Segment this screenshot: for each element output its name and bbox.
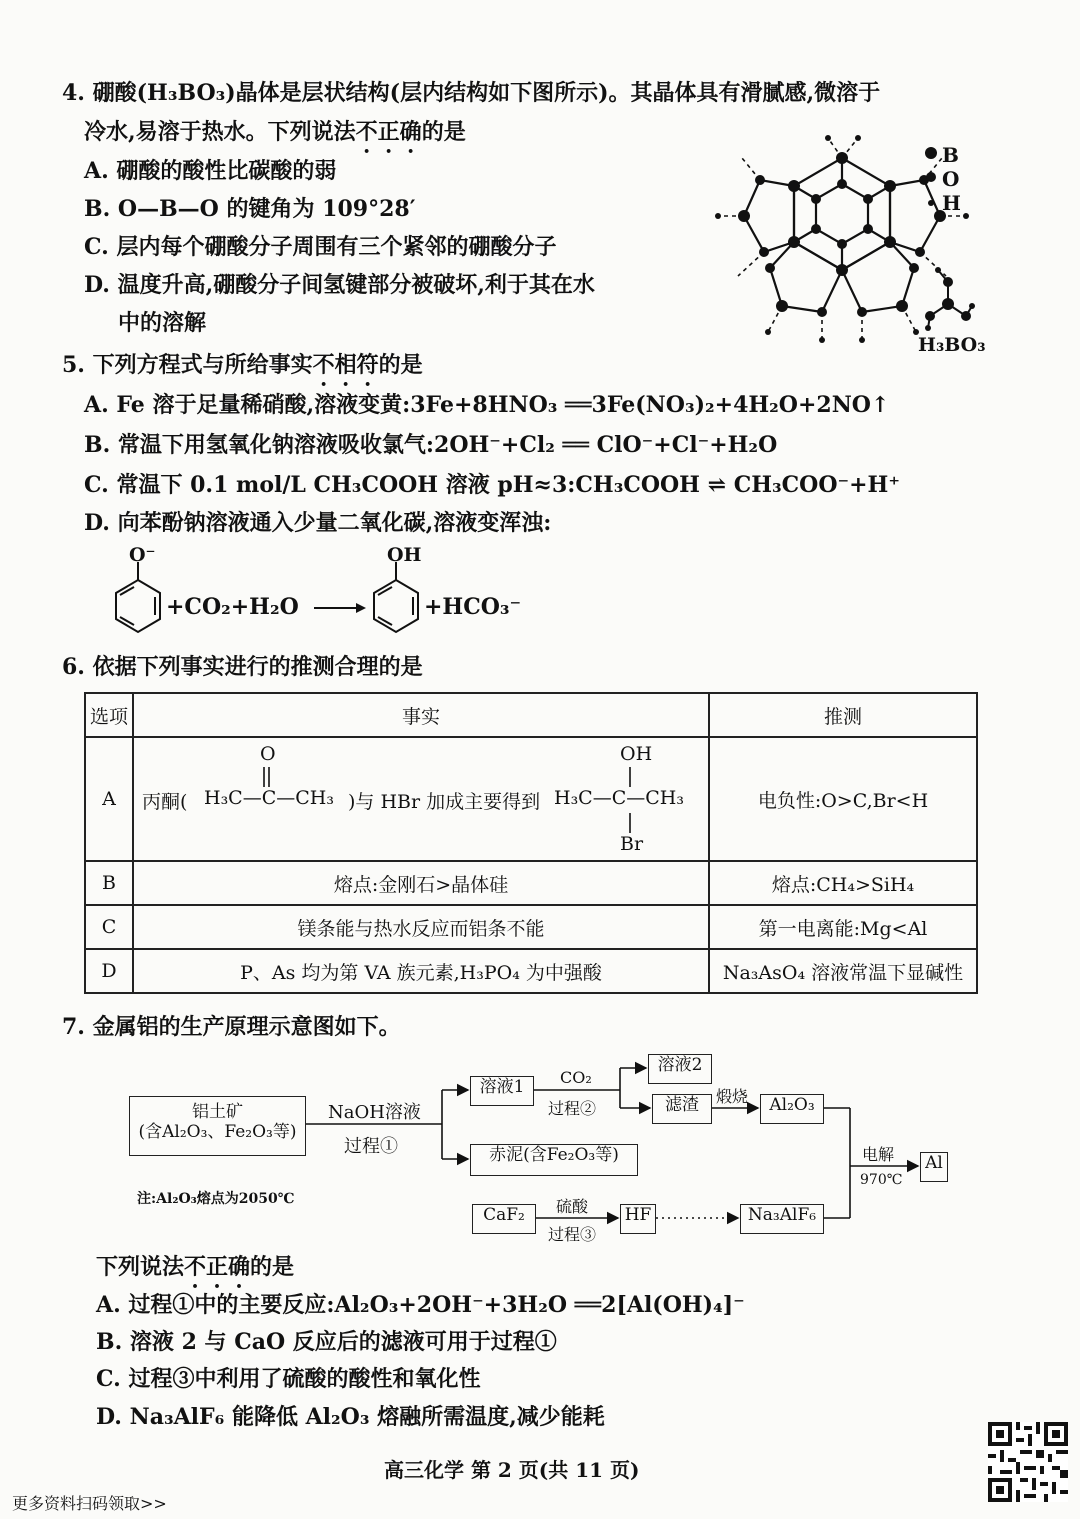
phenol-substituent: OH xyxy=(387,544,422,566)
addition-product-formula: H₃C—C—CH₃ xyxy=(554,787,684,809)
q5-option-c: C. 常温下 0.1 mol/L CH₃COOH 溶液 pH≈3:CH₃COOH ⇌ CH₃COO⁻+H⁺ xyxy=(84,472,900,498)
row-b-fact: 熔点:金刚石>晶体硅 xyxy=(133,861,709,905)
q6-facts-table xyxy=(84,692,978,994)
q4-stem-text-a: 冷水,易溶于热水。下列说法 xyxy=(84,119,356,145)
product-hydroxyl: OH xyxy=(620,743,653,765)
alumina-label: Al₂O₃ xyxy=(769,1095,815,1115)
product-bromine: Br xyxy=(620,833,644,855)
row-c-option: C xyxy=(85,905,133,949)
q4-option-c: C. 层内每个硼酸分子周围有三个紧邻的硼酸分子 xyxy=(84,234,557,260)
q4-option-d: D. 温度升高,硼酸分子间氢键部分被破坏,利于其在水 xyxy=(84,272,595,298)
h3bo3-molecule-icon xyxy=(918,264,978,330)
q4-stem-emphasis: 不正确 xyxy=(355,119,422,145)
header-inference: 推测 xyxy=(709,693,977,737)
legend-b-icon xyxy=(924,146,938,160)
legend-o-label: O xyxy=(942,167,960,191)
acetone-oxygen: O xyxy=(260,743,276,765)
benzene-ring-icon xyxy=(112,562,164,646)
row-d-fact: P、As 均为第 VA 族元素,H₃PO₄ 为中强酸 xyxy=(133,949,709,993)
temperature-label: 970℃ xyxy=(860,1172,903,1188)
q5-stem xyxy=(62,350,423,391)
qr-code-icon[interactable] xyxy=(988,1422,1068,1502)
page-footer: 高三化学 第 2 页(共 11 页) xyxy=(384,1458,640,1482)
red-mud-label: 赤泥(含Fe₂O₃等) xyxy=(489,1145,619,1165)
sulfuric-acid-label: 硫酸 xyxy=(556,1197,589,1216)
table-row xyxy=(85,949,977,993)
residue-box xyxy=(652,1094,712,1124)
hf-label: HF xyxy=(624,1205,652,1225)
more-resources-text: 更多资料扫码领取>> xyxy=(12,1494,167,1513)
benzene-ring-icon xyxy=(370,562,422,646)
q7-stem: 7. 金属铝的生产原理示意图如下。 xyxy=(62,1014,401,1040)
q7-option-a: A. 过程①中的主要反应:Al₂O₃+2OH⁻+3H₂O ══2[Al(OH)₄]⁻ xyxy=(96,1292,745,1318)
solution1-box xyxy=(470,1076,534,1106)
q7-sub-text-b: 的是 xyxy=(250,1254,295,1280)
row-b-inference: 熔点:CH₄>SiH₄ xyxy=(709,861,977,905)
legend-o-icon xyxy=(924,170,938,184)
q5-option-d: D. 向苯酚钠溶液通入少量二氧化碳,溶液变浑浊: xyxy=(84,510,552,536)
q7-subquestion xyxy=(96,1252,294,1293)
q7-sub-emphasis: 不正确 xyxy=(184,1254,251,1280)
legend-h-label: H xyxy=(942,191,961,215)
alumina-box xyxy=(760,1094,824,1124)
eq-reagents: +CO₂+H₂O xyxy=(166,594,299,620)
electrolysis-label: 电解 xyxy=(862,1145,895,1164)
q5-stem-text-b: 的是 xyxy=(378,352,423,378)
aluminum-label: Al xyxy=(925,1153,943,1173)
reaction-arrow-icon xyxy=(314,602,366,614)
table-header-row xyxy=(85,693,977,737)
double-bond-icon xyxy=(262,767,272,789)
naoh-label: NaOH溶液 xyxy=(328,1102,421,1123)
caf2-box xyxy=(472,1204,536,1234)
header-option: 选项 xyxy=(85,693,133,737)
q7-sub-text-a: 下列说法 xyxy=(96,1254,185,1280)
single-bond-icon xyxy=(628,813,632,835)
header-fact: 事实 xyxy=(133,693,709,737)
row-d-option: D xyxy=(85,949,133,993)
bauxite-label: 铝土矿 xyxy=(192,1102,243,1122)
residue-label: 滤渣 xyxy=(665,1095,699,1115)
cryolite-label: Na₃AlF₆ xyxy=(747,1205,817,1225)
bauxite-composition: (含Al₂O₃、Fe₂O₃等) xyxy=(138,1122,297,1143)
row-c-fact: 镁条能与热水反应而铝条不能 xyxy=(133,905,709,949)
q4-option-b: B. O—B—O 的键角为 109°28′ xyxy=(84,196,416,222)
table-row xyxy=(85,737,977,861)
q4-stem-line2 xyxy=(84,117,466,158)
row-c-inference: 第一电离能:Mg<Al xyxy=(709,905,977,949)
q5-stem-emphasis: 不相符 xyxy=(312,352,379,378)
bauxite-box xyxy=(129,1096,306,1156)
legend-b-label: B xyxy=(942,143,959,167)
caf2-label: CaF₂ xyxy=(483,1205,525,1225)
q5-stem-text-a: 5. 下列方程式与所给事实 xyxy=(62,352,313,378)
solution2-label: 溶液2 xyxy=(657,1055,703,1075)
red-mud-box xyxy=(470,1144,638,1176)
row-b-option: B xyxy=(85,861,133,905)
cryolite-box xyxy=(740,1204,824,1234)
row-a-fact-middle: )与 HBr 加成主要得到 xyxy=(348,791,541,813)
q4-stem-text-b: 的是 xyxy=(421,119,466,145)
solution2-box xyxy=(648,1054,712,1084)
hf-box xyxy=(620,1204,656,1234)
table-row xyxy=(85,905,977,949)
phenoxide-substituent: O⁻ xyxy=(129,544,156,566)
legend-h-icon xyxy=(924,196,938,210)
row-a-fact xyxy=(133,737,709,861)
eq-product: +HCO₃⁻ xyxy=(424,594,522,620)
process3-label: 过程③ xyxy=(548,1225,597,1244)
h3bo3-label: H₃BO₃ xyxy=(918,334,986,356)
q5-option-a: A. Fe 溶于足量稀硝酸,溶液变黄:3Fe+8HNO₃ ══3Fe(NO₃)₂+4H₂O+2NO↑ xyxy=(84,392,890,418)
solution1-label: 溶液1 xyxy=(479,1077,525,1097)
table-row xyxy=(85,861,977,905)
row-a-option: A xyxy=(85,737,133,861)
q5-option-b: B. 常温下用氢氧化钠溶液吸收氯气:2OH⁻+Cl₂ ══ ClO⁻+Cl⁻+H₂O xyxy=(84,432,778,458)
row-d-inference: Na₃AsO₄ 溶液常温下显碱性 xyxy=(709,949,977,993)
melting-point-note: 注:Al₂O₃熔点为2050℃ xyxy=(137,1191,295,1207)
calcine-label: 煅烧 xyxy=(716,1087,749,1106)
single-bond-icon xyxy=(628,767,632,789)
q4-option-a: A. 硼酸的酸性比碳酸的弱 xyxy=(84,158,337,184)
q4-option-d-cont: 中的溶解 xyxy=(118,310,207,336)
q7-option-c: C. 过程③中利用了硫酸的酸性和氧化性 xyxy=(96,1366,481,1392)
q4-stem-line1: 4. 硼酸(H₃BO₃)晶体是层状结构(层内结构如下图所示)。其晶体具有滑腻感,微溶于 xyxy=(62,80,881,106)
q7-option-d: D. Na₃AlF₆ 能降低 Al₂O₃ 熔融所需温度,减少能耗 xyxy=(96,1404,605,1430)
q6-stem: 6. 依据下列事实进行的推测合理的是 xyxy=(62,654,423,680)
process1-label: 过程① xyxy=(344,1136,398,1157)
acetone-formula: H₃C—C—CH₃ xyxy=(204,787,334,809)
row-a-inference: 电负性:O>C,Br<H xyxy=(709,737,977,861)
aluminum-box xyxy=(920,1152,948,1182)
co2-label: CO₂ xyxy=(560,1068,592,1087)
process2-label: 过程② xyxy=(548,1099,597,1118)
row-a-fact-prefix: 丙酮( xyxy=(142,791,188,813)
q7-option-b: B. 溶液 2 与 CaO 反应后的滤液可用于过程① xyxy=(96,1329,557,1355)
